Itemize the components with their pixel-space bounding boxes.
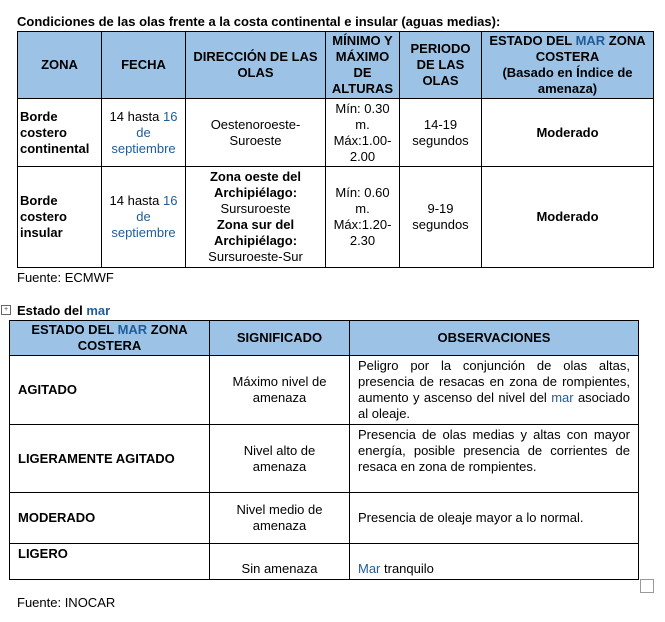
row-alturas: Mín: 0.60 m. Máx:1.20-2.30 (326, 167, 400, 268)
header-estado: ESTADO DEL MAR ZONA COSTERA (10, 321, 210, 356)
row-significado: Sin amenaza (210, 544, 350, 580)
row-estado: Moderado (482, 99, 654, 167)
row-alturas: Mín: 0.30 m. Máx:1.00-2.00 (326, 99, 400, 167)
row-zona: Borde costero insular (18, 167, 102, 268)
table-anchor-icon[interactable]: + (1, 305, 11, 315)
row-observaciones: Presencia de olas medias y altas con mayor energía, posible presencia de corrientes de resaca en zona de rompientes. (350, 425, 639, 493)
row-estado: AGITADO (10, 356, 210, 425)
sea-state-table (9, 320, 639, 580)
header-periodo: PERIODO DE LAS OLAS (400, 32, 482, 99)
source-ecmwf: Fuente: ECMWF (17, 270, 114, 285)
row-significado: Nivel medio de amenaza (210, 493, 350, 544)
table-resize-handle[interactable] (640, 579, 654, 593)
row-observaciones: Peligro por la conjunción de olas altas, presencia de resacas en zona de rompientes, aumento y ascenso del nivel del mar asociado al oleaje. (350, 356, 639, 425)
row-significado: Nivel alto de amenaza (210, 425, 350, 493)
table-row (18, 167, 654, 268)
row-fecha: 14 hasta 16 de septiembre (102, 99, 186, 167)
header-fecha: FECHA (102, 32, 186, 99)
row-zona: Borde costero continental (18, 99, 102, 167)
row-estado: LIGERAMENTE AGITADO (10, 425, 210, 493)
table-row (10, 425, 639, 493)
row-observaciones: Presencia de oleaje mayor a lo normal. (350, 493, 639, 544)
row-direccion: Zona oeste del Archipiélago: Sursuroeste Zona sur del Archipiélago: Sursuroeste-Sur (186, 167, 326, 268)
table-row (10, 544, 639, 580)
header-observaciones: OBSERVACIONES (350, 321, 639, 356)
table-row (10, 356, 639, 425)
source-inocar: Fuente: INOCAR (17, 595, 116, 610)
header-alturas: MÍNIMO Y MÁXIMO DE ALTURAS (326, 32, 400, 99)
table-row (10, 493, 639, 544)
row-direccion: Oestenoroeste-Suroeste (186, 99, 326, 167)
row-periodo: 9-19 segundos (400, 167, 482, 268)
row-estado: Moderado (482, 167, 654, 268)
header-significado: SIGNIFICADO (210, 321, 350, 356)
row-periodo: 14-19 segundos (400, 99, 482, 167)
header-zona: ZONA (18, 32, 102, 99)
section2-title: Estado del mar (17, 303, 111, 318)
row-estado: LIGERO (10, 544, 210, 580)
row-estado: MODERADO (10, 493, 210, 544)
header-direccion: DIRECCIÓN DE LAS OLAS (186, 32, 326, 99)
wave-conditions-table (17, 31, 654, 268)
table-row (18, 99, 654, 167)
row-significado: Máximo nivel de amenaza (210, 356, 350, 425)
row-fecha: 14 hasta 16 de septiembre (102, 167, 186, 268)
header-estado: ESTADO DEL MAR ZONA COSTERA (Basado en Índice de amenaza) (482, 32, 654, 99)
section1-title: Condiciones de las olas frente a la costa continental e insular (aguas medias): (17, 14, 501, 29)
row-observaciones: Mar tranquilo (350, 544, 639, 580)
